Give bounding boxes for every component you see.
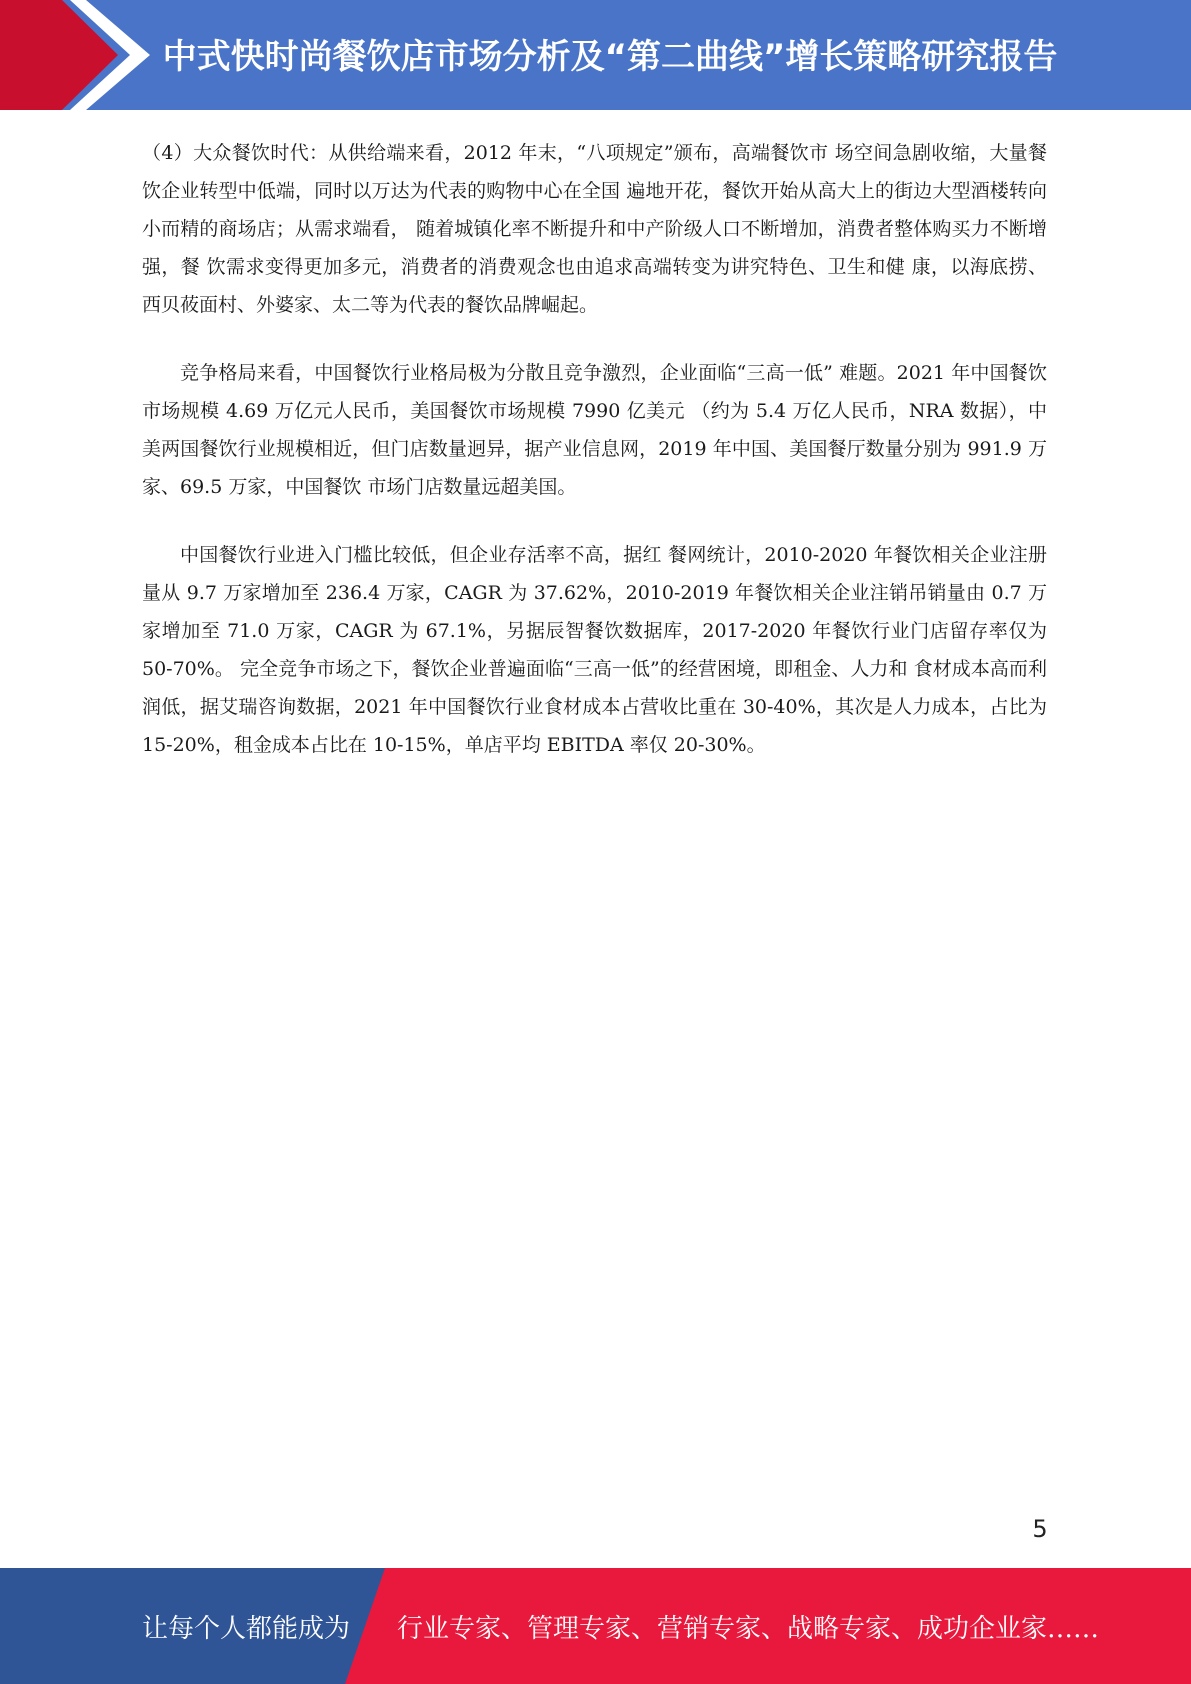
paragraph-competition-landscape: 竞争格局来看，中国餐饮行业格局极为分散且竞争激烈，企业面临“三高一低” 难题。2021 年中国餐饮市场规模 4.69 万亿元人民币，美国餐饮市场规模 7990 亿美元 （约为 5.4 万亿人民币，NRA 数据），中美两国餐饮行业规模相近，但门店数量迥异，据产业信息网，2019 年中国、美国餐厅数量分别为 991.9 万家、69.5 万家，中国餐饮 市场门店数量远超美国。 bbox=[142, 362, 1047, 498]
page-footer bbox=[0, 1568, 1191, 1684]
page-number: 5 bbox=[1032, 1515, 1048, 1543]
body-content bbox=[142, 134, 1047, 794]
paragraph-entry-barrier: 中国餐饮行业进入门槛比较低，但企业存活率不高，据红 餐网统计，2010-2020 年餐饮相关企业注册量从 9.7 万家增加至 236.4 万家，CAGR 为 37.62%，2010-2019 年餐饮相关企业注销吊销量由 0.7 万家增加至 71.0 万家，CAGR 为 67.1%，另据辰智餐饮数据库，2017-2020 年餐饮行业门店留存率仅为 50-70%。 完全竞争市场之下，餐饮企业普遍面临“三高一低”的经营困境，即租金、人力和 食材成本高而利润低，据艾瑞咨询数据，2021 年中国餐饮行业食材成本占营收比重在 30-40%，其次是人力成本，占比为 15-20%，租金成本占比在 10-15%，单店平均 EBITDA 率仅 20-30%。 bbox=[142, 544, 1047, 756]
paragraph-mass-dining-era: （4）大众餐饮时代：从供给端来看，2012 年末，“八项规定”颁布，高端餐饮市 场空间急剧收缩，大量餐饮企业转型中低端，同时以万达为代表的购物中心在全国 遍地开花，餐饮开始从高大上的街边大型酒楼转向小而精的商场店；从需求端看， 随着城镇化率不断提升和中产阶级人口不断增加，消费者整体购买力不断增强，餐 饮需求变得更加多元，消费者的消费观念也由追求高端转变为讲究特色、卫生和健 康，以海底捞、西贝莜面村、外婆家、太二等为代表的餐饮品牌崛起。 bbox=[142, 142, 1047, 316]
page-header bbox=[0, 0, 1191, 110]
document-title: 中式快时尚餐饮店市场分析及“第二曲线”增长策略研究报告 bbox=[162, 37, 1058, 77]
header-chevron-decoration bbox=[0, 0, 150, 110]
footer-slogan-left: 让每个人都能成为 bbox=[142, 1614, 351, 1644]
footer-slogan-right: 行业专家、管理专家、营销专家、战略专家、成功企业家…… bbox=[397, 1614, 1100, 1644]
